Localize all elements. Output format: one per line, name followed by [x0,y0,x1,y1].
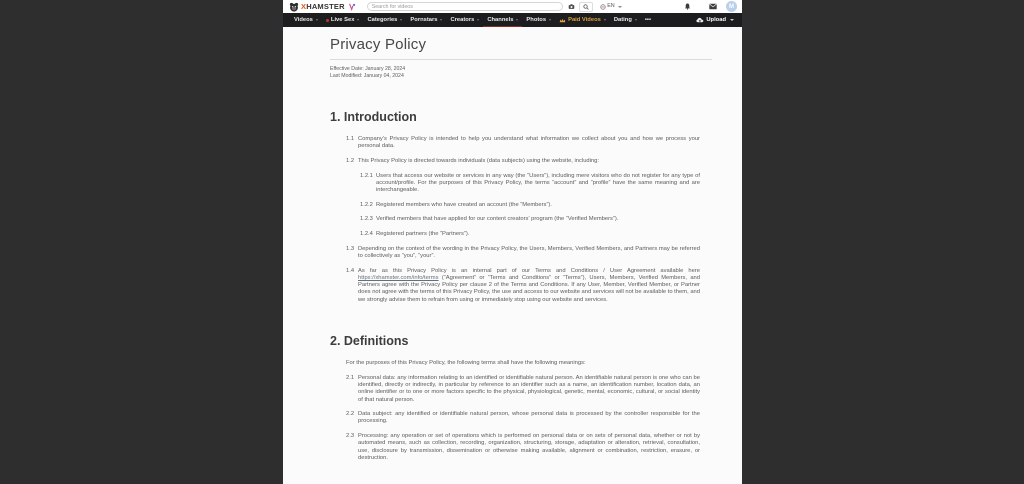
hamster-logo-icon [289,2,299,12]
clause-number: 1.3 [346,245,355,252]
logo-rest: HAMSTER [306,1,345,11]
chevron-down-icon [316,19,318,21]
chevron-down-icon [440,19,442,21]
clause-number: 2.2 [346,411,355,418]
nav-item-label: Dating [613,17,632,23]
nav-item-more[interactable] [641,13,655,27]
event-icon [348,3,356,11]
messages-icon[interactable] [709,3,717,10]
site-header [283,0,742,13]
language-label: EN [607,2,615,9]
clause-text: Users that access our website or services in any way (the “Users”), including mere visitors who do not register for any type of account/profile. For the purposes of this Privacy Policy, the terms “account” and “profile” have the same meaning and are interchangeable. [376,172,700,194]
chevron-down-icon [604,19,606,21]
policy-clause [330,433,712,462]
nav-item-label: ••• [644,17,651,23]
upload-label: Upload [706,17,726,23]
clause-number: 1.2.1 [360,172,373,179]
avatar[interactable]: M [726,1,737,12]
chevron-down-icon [549,19,551,21]
language-selector[interactable] [600,4,622,10]
clause-number: 2.1 [346,374,355,381]
clause-number: 1.2 [346,157,355,164]
section-intro: For the purposes of this Privacy Policy, the following terms shall have the following meanings: [346,359,586,366]
nav-item-photos[interactable] [522,13,555,27]
nav-item-label: Live Sex [330,17,355,23]
clause-number: 1.1 [346,136,355,142]
clause-text [358,268,700,304]
clause-text: Data subject: any identified or identifiable natural person, whose personal data is processed by the controller responsible for the processing. [358,411,700,425]
nav-item-paid-videos[interactable] [555,13,610,27]
policy-clause [330,231,712,238]
camera-search-icon[interactable] [568,3,575,10]
chevron-down-icon [400,19,402,21]
nav-item-label: Categories [367,17,398,23]
nav-item-label: Channels [487,16,514,23]
clause-text: Registered partners (the “Partners”). [376,231,470,238]
terms-link[interactable]: https://xhamster.com/info/terms [358,274,439,281]
policy-clause [330,202,712,209]
search-button[interactable] [579,2,593,12]
chevron-down-icon [618,6,622,8]
nav-item-pornstars[interactable] [406,13,446,27]
logo-text [301,3,345,11]
nav-item-label: Paid Videos [568,17,601,23]
policy-clause [330,216,712,223]
chevron-down-icon [516,19,518,21]
chevron-down-icon [357,19,359,21]
nav-items [290,13,655,27]
clause-text: Depending on the context of the wording in the Privacy Policy, the Users, Members, Verified Members, and Partners may be referred to collectively as “you”, “your”. [358,245,700,260]
policy-clause [330,375,712,404]
search-bar[interactable] [367,2,563,11]
page-content [283,27,742,484]
clause-text: Verified members that have applied for our content creators’ program (the “Verified Members”). [376,216,619,223]
nav-item-categories[interactable] [363,13,406,27]
clause-number: 1.2.4 [360,231,373,238]
globe-icon [600,4,606,10]
live-dot-icon [326,19,329,22]
site-window [283,0,742,484]
policy-clause [330,246,712,260]
logo-x: X [301,1,307,11]
policy-clause [330,173,712,195]
nav-item-creators[interactable] [446,13,483,27]
clause-number: 1.2.3 [360,216,373,223]
clause-text: Processing: any operation or set of operations which is performed on personal data or on sets of personal data, whether or not by automated means, such as collection, recording, organization, structuring, storage, adaptation or alteration, retrieval, consultation, use, disclosure by transmission, dissemination or otherwise making available, alignment or combination, restriction, erasure, or destruction. [358,433,700,461]
nav-item-label: Photos [526,17,547,23]
clause-text: Personal data: any information relating to an identified or identifiable natural person. An identifiable natural person is one who can be identified, directly or indirectly, in particular by reference to an identifier such as a name, an identification number, location data, an online identifier or to one or more factors specific to the physical, physiological, genetic, mental, economic, cultural, or social identity of that natural person. [358,374,700,403]
page-title: Privacy Policy [330,36,427,53]
clause-number: 2.3 [346,433,355,440]
search-input[interactable] [372,4,558,10]
main-nav [283,13,742,27]
nav-item-videos[interactable] [290,13,322,27]
crown-icon [559,18,566,23]
upload-button[interactable] [696,13,734,27]
clause-text: Company’s Privacy Policy is intended to help you understand what information we collect about you and how we process your personal data. [358,136,700,150]
policy-section [330,110,712,304]
cloud-upload-icon [696,17,704,23]
effective-date: Effective Date: January 28, 2024 [330,66,406,72]
nav-item-label: Pornstars [410,17,438,23]
chevron-down-icon [730,19,734,21]
clause-text: Registered members who have created an account (the “Members”). [376,201,552,208]
nav-item-live-sex[interactable] [322,13,364,27]
nav-item-label: Creators [450,17,475,23]
clause-text: This Privacy Policy is directed towards individuals (data subjects) using the website, including: [358,157,600,164]
chevron-down-icon [477,19,479,21]
clause-number: 1.2.2 [360,201,373,208]
title-divider [330,59,712,60]
nav-item-label: Videos [294,17,313,23]
policy-clause [330,158,712,165]
policy-sections [330,110,712,462]
nav-item-channels[interactable] [483,13,522,27]
last-modified: Last Modified: January 04, 2024 [330,73,404,79]
section-heading: 1. Introduction [330,110,417,124]
policy-section [330,334,712,462]
section-heading: 2. Definitions [330,333,409,348]
clause-text-before: As far as this Privacy Policy is an internal part of our Terms and Conditions / User Agreement available here [358,267,700,274]
nav-item-dating[interactable] [610,13,641,27]
policy-clause [330,136,712,150]
policy-clause [330,268,712,304]
xhamster-logo[interactable] [289,2,345,12]
clause-text-after: (“Agreement” or “Terms and Conditions” or “Terms”), Users, Members, Verified Members, and Partners agree with the Privacy Policy per clause 2 of the Terms and Conditions. If any User, Member, Verified Member, or Partner does not agree with the terms of this Privacy Policy, the use and access to our website and services will not be available to them, and we strongly advise them to refrain from using or immediately stop using our website and services. [358,274,700,303]
header-actions [684,1,739,12]
policy-clause [330,411,712,425]
clause-number: 1.4 [346,267,355,274]
notifications-bell-icon[interactable] [684,3,691,10]
chevron-down-icon [635,19,637,21]
